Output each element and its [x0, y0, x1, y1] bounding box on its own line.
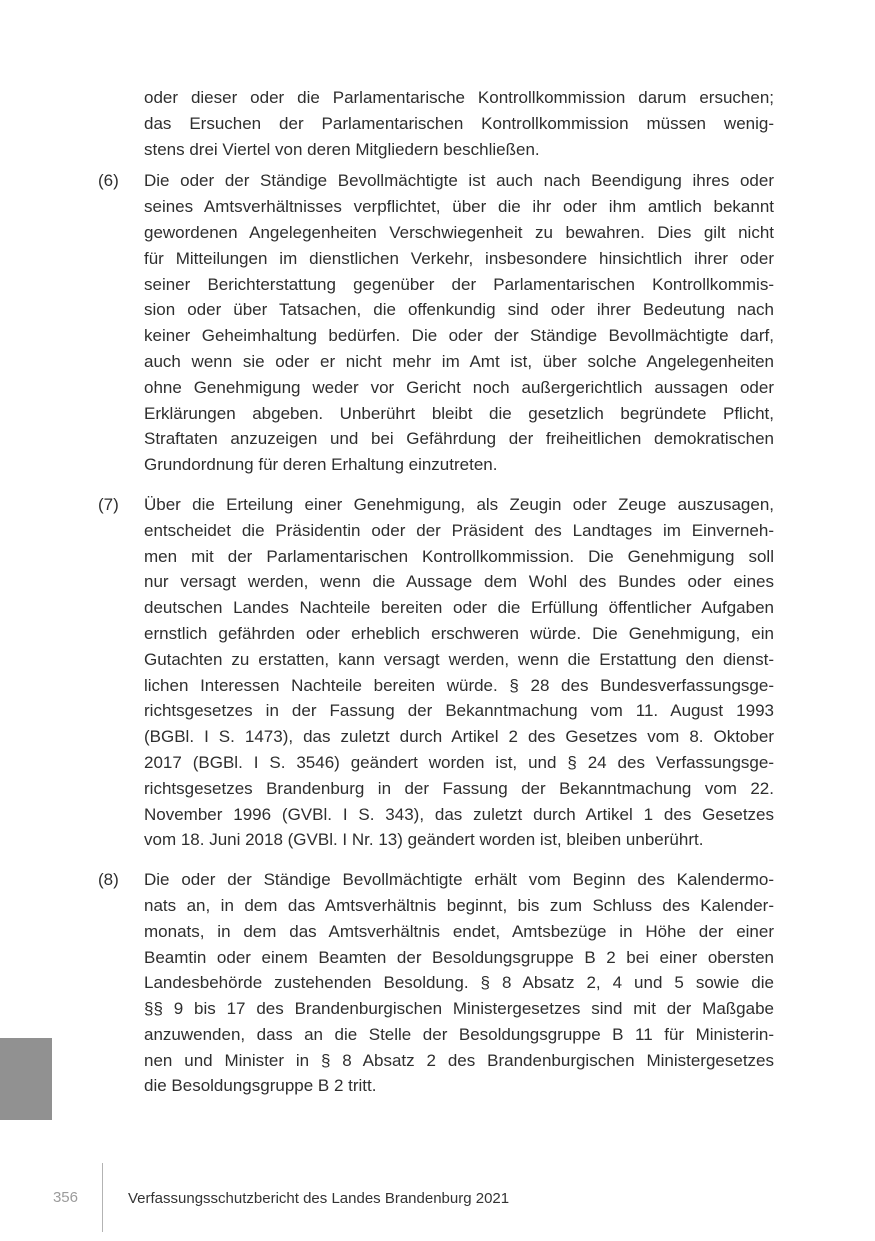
footer-divider: [102, 1163, 103, 1232]
paragraph-list: [98, 85, 774, 1099]
paragraph-line: ohne Genehmigung weder vor Gericht noch außergerichtlich aussagen oder: [144, 377, 774, 397]
paragraph-line: die Besoldungsgruppe B 2 tritt.: [144, 1076, 377, 1096]
paragraph-line: das Ersuchen der Parlamentarischen Kontrollkommission müssen wenig-: [144, 113, 774, 133]
paragraph-line: oder dieser oder die Parlamentarische Kontrollkommission darum ersuchen;: [144, 88, 774, 107]
paragraph-line: entscheidet die Präsidentin oder der Präsident des Landtages im Einverneh-: [144, 520, 774, 540]
paragraph: [98, 168, 774, 478]
paragraph-line: sion oder über Tatsachen, die offenkundig sind oder ihrer Bedeutung nach: [144, 300, 774, 320]
paragraph-line: stens drei Viertel von deren Mitgliedern beschließen.: [144, 139, 540, 159]
paragraph-text: [144, 492, 774, 853]
page-body: [98, 85, 774, 1113]
paragraph-line: Die oder der Ständige Bevollmächtigte ist auch nach Beendigung ihres oder: [144, 171, 774, 191]
paragraph-line: richtsgesetzes in der Fassung der Bekanntmachung vom 11. August 1993: [144, 701, 774, 721]
paragraph: [98, 85, 774, 162]
margin-marker-block: [0, 1038, 52, 1120]
paragraph-line: Die oder der Ständige Bevollmächtigte erhält vom Beginn des Kalendermo-: [144, 870, 774, 890]
paragraph-line: 2017 (BGBl. I S. 3546) geändert worden ist, und § 24 des Verfassungsge-: [144, 752, 774, 772]
paragraph-line: Erklärungen abgeben. Unberührt bleibt die gesetzlich begründete Pflicht,: [144, 403, 774, 423]
paragraph-line: Grundordnung für deren Erhaltung einzutreten.: [144, 455, 498, 475]
paragraph-line: monats, in dem das Amtsverhältnis endet, Amtsbezüge in Höhe der einer: [144, 921, 774, 941]
paragraph: [98, 492, 774, 853]
paragraph-line: Landesbehörde zustehenden Besoldung. § 8 Absatz 2, 4 und 5 sowie die: [144, 973, 774, 993]
paragraph-line: richtsgesetzes Brandenburg in der Fassung der Bekanntmachung vom 22.: [144, 778, 774, 798]
paragraph-number: (8): [98, 870, 119, 890]
paragraph-line: November 1996 (GVBl. I S. 343), das zuletzt durch Artikel 1 des Gesetzes: [144, 804, 774, 824]
paragraph-line: (BGBl. I S. 1473), das zuletzt durch Artikel 2 des Gesetzes vom 8. Oktober: [144, 727, 774, 747]
paragraph-line: auch wenn sie oder er nicht mehr im Amt ist, über solche Angelegenheiten: [144, 351, 774, 371]
paragraph-text: [144, 168, 774, 478]
paragraph-line: men mit der Parlamentarischen Kontrollkommission. Die Genehmigung soll: [144, 546, 774, 566]
paragraph-line: gewordenen Angelegenheiten Verschwiegenheit zu bewahren. Dies gilt nicht: [144, 222, 774, 242]
paragraph-line: seines Amtsverhältnisses verpflichtet, über die ihr oder ihm amtlich bekannt: [144, 197, 774, 217]
paragraph-line: vom 18. Juni 2018 (GVBl. I Nr. 13) geändert worden ist, bleiben unberührt.: [144, 830, 704, 850]
paragraph: [98, 867, 774, 1099]
footer-report-title: Verfassungsschutzbericht des Landes Brandenburg 2021: [128, 1190, 510, 1207]
paragraph-line: Straftaten anzuzeigen und bei Gefährdung der freiheitlichen demokratischen: [144, 429, 774, 449]
paragraph-line: lichen Interessen Nachteile bereiten würde. § 28 des Bundesverfassungsge-: [144, 675, 774, 695]
paragraph-line: Gutachten zu erstatten, kann versagt werden, wenn die Erstattung den dienst-: [144, 649, 774, 669]
paragraph-line: ernstlich gefährden oder erheblich erschweren würde. Die Genehmigung, ein: [144, 623, 774, 643]
paragraph-line: Beamtin oder einem Beamten der Besoldungsgruppe B 2 bei einer obersten: [144, 947, 774, 967]
paragraph-line: §§ 9 bis 17 des Brandenburgischen Ministergesetzes sind mit der Maßgabe: [144, 999, 774, 1019]
paragraph-number: (6): [98, 171, 119, 191]
paragraph-line: anzuwenden, dass an die Stelle der Besoldungsgruppe B 11 für Ministerin-: [144, 1024, 774, 1044]
paragraph-line: keiner Geheimhaltung bedürfen. Die oder der Ständige Bevollmächtigte darf,: [144, 326, 774, 346]
page-number: 356: [52, 1189, 78, 1206]
paragraph-line: nen und Minister in § 8 Absatz 2 des Brandenburgischen Ministergesetzes: [144, 1050, 774, 1070]
paragraph-text: [144, 867, 774, 1099]
paragraph-line: deutschen Landes Nachteile bereiten oder die Erfüllung öffentlicher Aufgaben: [144, 598, 774, 618]
paragraph-line: Über die Erteilung einer Genehmigung, als Zeugin oder Zeuge auszusagen,: [144, 494, 774, 514]
paragraph-line: nats an, in dem das Amtsverhältnis beginnt, bis zum Schluss des Kalender-: [144, 895, 774, 915]
paragraph-line: seiner Berichterstattung gegenüber der Parlamentarischen Kontrollkommis-: [144, 274, 774, 294]
paragraph-number: (7): [98, 494, 119, 514]
paragraph-line: nur versagt werden, wenn die Aussage dem Wohl des Bundes oder eines: [144, 572, 774, 592]
paragraph-text: [144, 85, 774, 162]
paragraph-line: für Mitteilungen im dienstlichen Verkehr, insbesondere hinsichtlich ihrer oder: [144, 248, 774, 268]
paragraph-number: [98, 85, 144, 162]
